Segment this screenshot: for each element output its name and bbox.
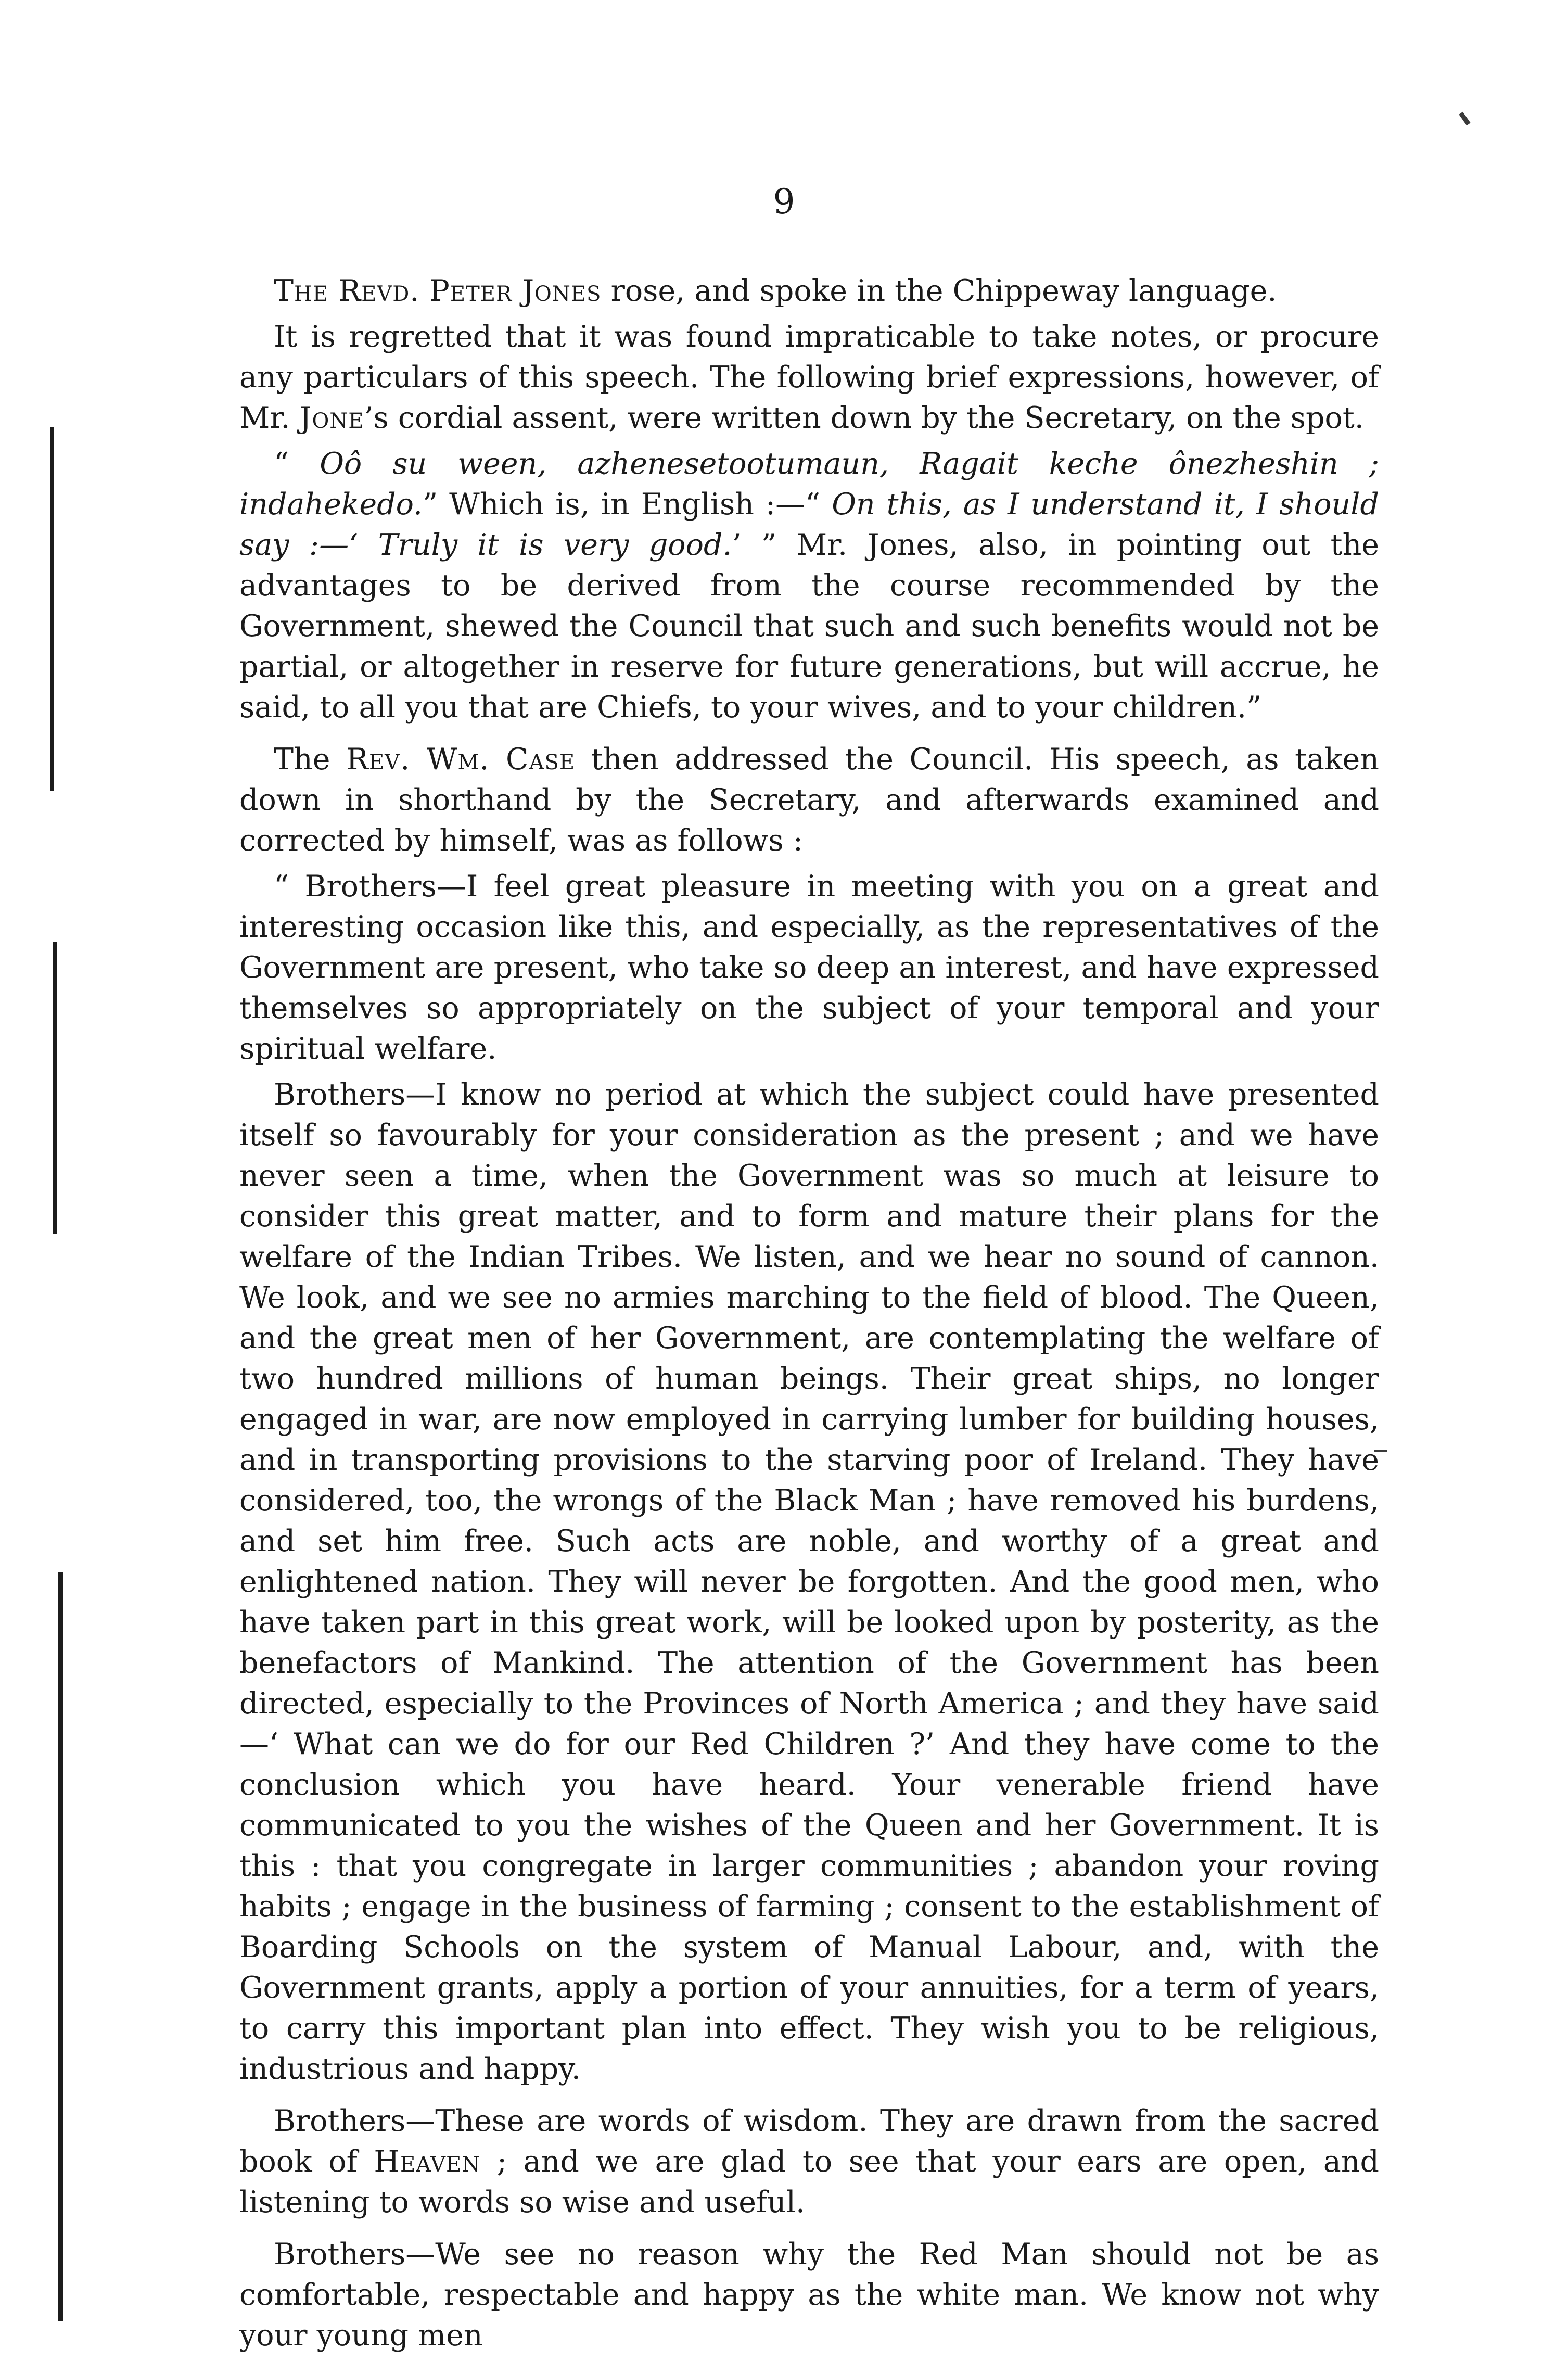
- paragraph: [239, 866, 1379, 1069]
- text-run: Brothers—These are words of wisdom. They are drawn from the sacred book of: [239, 2104, 1379, 2179]
- text-run: “: [274, 447, 320, 481]
- paragraph: [239, 2234, 1379, 2356]
- body-text: [239, 271, 1379, 2361]
- text-run: Brothers—I know no period at which the subject could have presented itself so favourably for your consideration as the present ; and we have never seen a time, when the Government was so much at leisure to consider this great matter, and to form and mature their plans for the welfare of the Indian Tribes. We listen, and we hear no sound of cannon. We look, and we see no armies marching to the field of blood. The Queen, and the great men of her Government, are contemplating the welfare of two hundred millions of human beings. Their great ships, no longer engaged in war, are now employed in carrying lumber for building houses, and in transporting provisions to the starving poor of Ireland. They have considered, too, the wrongs of the Black Man ; have removed his burdens, and set him free. Such acts are noble, and worthy of a great and enlightened nation. They will never be forgotten. And the good men, who have taken part in this great work, will be looked upon by posterity, as the benefactors of Mankind. The attention of the Government has been directed, especially to the Provinces of North America ; and they have said—‘ What can we do for our Red Children ?’ And they have come to the conclusion which you have heard. Your venerable friend have communicated to you the wishes of the Queen and her Government. It is this : that you congregate in larger communities ; abandon your roving habits ; engage in the business of farming ; consent to the establishment of Boarding Schools on the system of Manual Labour, and, with the Government grants, apply a portion of your annuities, for a term of years, to carry this important plan into effect. They wish you to be religious, industrious and happy.: [239, 1077, 1379, 2086]
- italic-text: Oô su ween, azhenesetootumaun, Ragait keche ônezheshin ; indahekedo.: [239, 447, 1379, 522]
- text-run: Brothers—We see no reason why the Red Man should not be as comfortable, respectable and happy as the white man. We know not why your young men: [239, 2237, 1379, 2353]
- paragraph: [239, 443, 1379, 728]
- text-run: ; and we are glad to see that your ears are open, and listening to words so wise and useful.: [239, 2144, 1380, 2219]
- paragraph: [239, 1074, 1379, 2089]
- text-run: The: [274, 742, 347, 777]
- text-run: It is regretted that it was found impraticable to take notes, or procure any particulars of this speech. The following brief expressions, however, of Mr.: [239, 320, 1379, 435]
- text-run: ’ ” Mr. Jones, also, in pointing out the advantages to be derived from the course recommended by the Government, shewed the Council that such and such benefits would not be partial, or altogether in reserve for future generations, but will accrue, he said, to all you that are Chiefs, to your wives, and to your children.”: [239, 528, 1380, 725]
- text-run: ’s cordial assent, were written down by the Secretary, on the spot.: [364, 401, 1364, 435]
- small-caps-text: The Revd. Peter Jones: [274, 274, 602, 308]
- paragraph: [239, 739, 1379, 861]
- text-run: rose, and spoke in the Chippeway language.: [601, 274, 1277, 308]
- paragraph: [239, 2101, 1379, 2223]
- small-caps-text: Jone: [299, 401, 364, 435]
- margin-speck: [1459, 112, 1470, 125]
- italic-text: On this, as I understand it, I should say :—‘ Truly it is very good.: [239, 487, 1379, 562]
- page-number: 9: [773, 182, 795, 222]
- text-run: “ Brothers—I feel great pleasure in meeting with you on a great and interesting occasion like this, and especially, as the representatives of the Government are present, who take so deep an interest, and have expressed themselves so appropriately on the subject of your temporal and your spiritual welfare.: [239, 869, 1379, 1066]
- binding-edge-mark: [58, 1572, 63, 2321]
- binding-edge-mark: [50, 427, 54, 791]
- small-caps-text: Heaven: [374, 2144, 481, 2179]
- paragraph: [239, 271, 1379, 311]
- small-caps-text: Rev. Wm. Case: [346, 742, 576, 777]
- binding-edge-mark: [53, 942, 57, 1234]
- text-run: then addressed the Council. His speech, as taken down in shorthand by the Secretary, and afterwards examined and corrected by himself, was as follows :: [239, 742, 1379, 858]
- text-run: ” Which is, in English :—“: [423, 487, 832, 522]
- paragraph: [239, 316, 1379, 438]
